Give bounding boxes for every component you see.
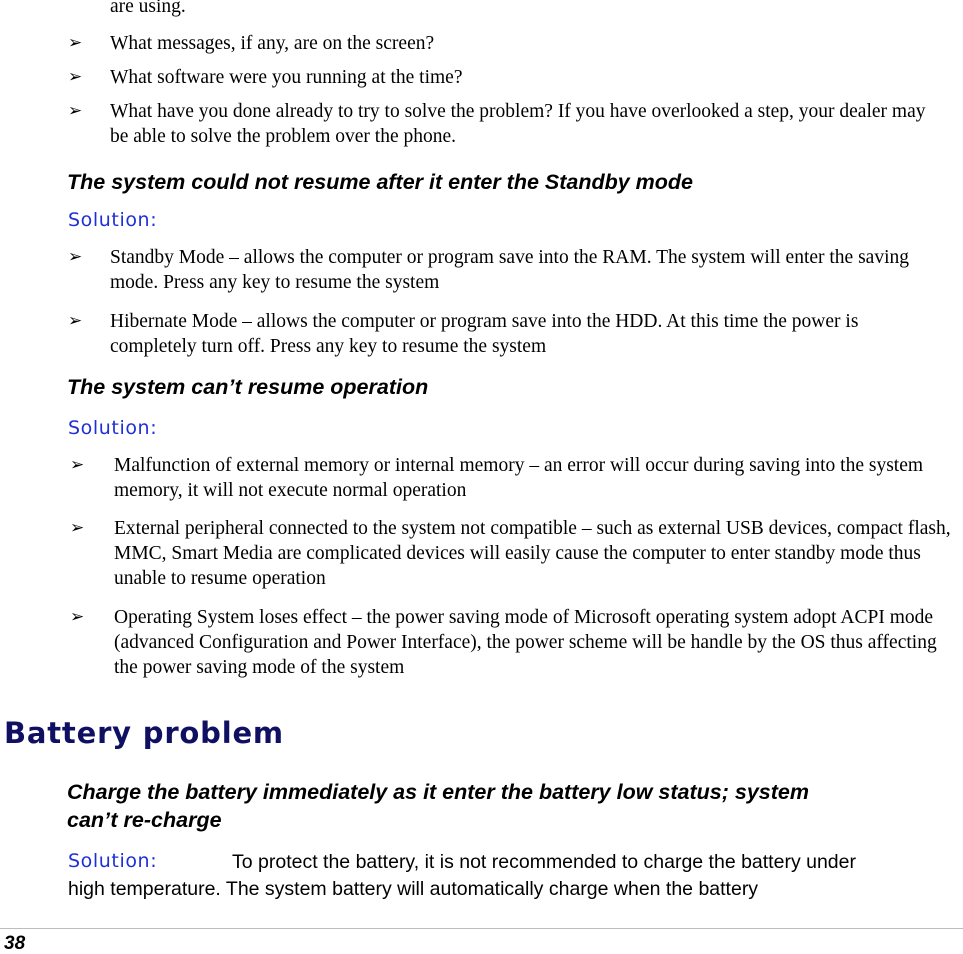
bullet-arrow-icon: ➢ [68, 311, 83, 331]
bullet-arrow-icon: ➢ [68, 67, 83, 87]
list-item: Hibernate Mode – allows the computer or program save into the HDD. At this time the power is completely turn off. Press any key to resume the system [110, 311, 859, 357]
list-item: External peripheral connected to the system not compatible – such as external USB devices, compact flash, MMC, Smart Media are complicated devices will easily cause the computer to enter standby mode thus unable to resume operation [114, 518, 951, 589]
bullet-arrow-icon: ➢ [68, 33, 83, 53]
section-title-battery: Battery problem [4, 716, 284, 750]
continuation-lead-text: are using. [110, 0, 186, 17]
list-item: Operating System loses effect – the power saving mode of Microsoft operating system adopt ACPI mode (advanced Configuration and Power Interface), the power scheme will be handle by the OS thus affecting the power saving mode of the system [114, 607, 937, 678]
list-item: Malfunction of external memory or internal memory – an error will occur during saving into the system memory, it will not execute normal operation [114, 455, 924, 501]
bullet-arrow-icon: ➢ [70, 518, 85, 538]
section-heading-resume: The system can’t resume operation [67, 375, 429, 399]
list-item: What messages, if any, are on the screen? [110, 33, 435, 54]
battery-solution-text-line-2: high temperature. The system battery will automatically charge when the battery [68, 878, 759, 900]
section-heading-battery-line-1: Charge the battery immediately as it enter the battery low status; system [67, 780, 809, 804]
list-item: What have you done already to try to solve the problem? If you have overlooked a step, your dealer may be able to solve the problem over the phone. [110, 101, 926, 147]
section-heading-battery-line-2: can’t re-charge [67, 808, 222, 832]
solution-label: Solution: [68, 417, 158, 439]
bullet-arrow-icon: ➢ [70, 455, 85, 475]
list-item: What software were you running at the time? [110, 67, 463, 88]
section-heading-standby: The system could not resume after it enter the Standby mode [67, 170, 694, 194]
solution-label: Solution: [68, 209, 158, 231]
bullet-arrow-icon: ➢ [68, 247, 83, 267]
footer-divider [0, 928, 963, 929]
page-number: 38 [4, 933, 26, 954]
battery-solution-text-line-1: To protect the battery, it is not recommended to charge the battery under [232, 851, 856, 873]
bullet-arrow-icon: ➢ [68, 101, 83, 121]
bullet-arrow-icon: ➢ [70, 607, 85, 627]
list-item: Standby Mode – allows the computer or program save into the RAM. The system will enter the saving mode. Press any key to resume the system [110, 247, 909, 293]
solution-label: Solution: [68, 850, 158, 872]
